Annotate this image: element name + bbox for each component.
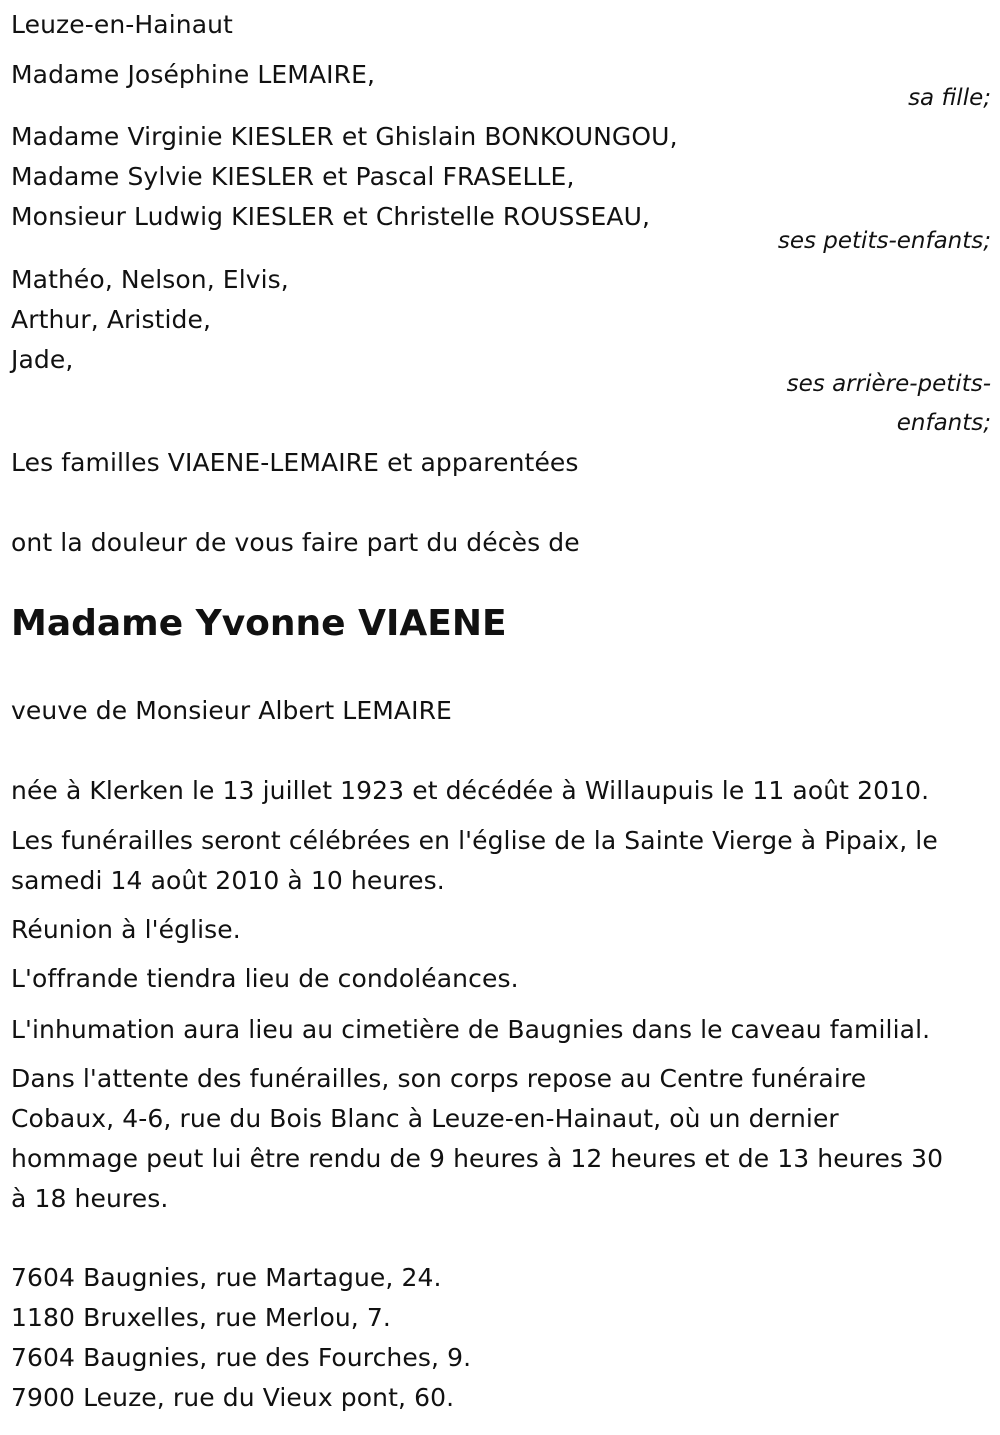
grandchildren-relation: ses petits-enfants; [777, 228, 991, 254]
great-grandchild-line: Mathéo, Nelson, Elvis, [11, 265, 289, 294]
great-grandchildren-relation-line: ses arrière-petits- [786, 371, 991, 397]
announcement-text: ont la douleur de vous faire part du décès de [11, 528, 580, 557]
grandchild-line: Madame Sylvie KIESLER et Pascal FRASELLE, [11, 162, 575, 191]
funeral-line: Les funérailles seront célébrées en l'église de la Sainte Vierge à Pipaix, le [11, 826, 938, 855]
great-grandchild-line: Jade, [11, 345, 74, 374]
address-line: 7604 Baugnies, rue des Fourches, 9. [11, 1343, 472, 1372]
families-text: Les familles VIAENE-LEMAIRE et apparentées [11, 448, 579, 477]
visitation-line: Cobaux, 4-6, rue du Bois Blanc à Leuze-en-Hainaut, où un dernier [11, 1104, 839, 1133]
birth-death-text: née à Klerken le 13 juillet 1923 et décédée à Willaupuis le 11 août 2010. [11, 776, 930, 805]
deceased-name: Madame Yvonne VIAENE [11, 603, 507, 644]
offering-text: L'offrande tiendra lieu de condoléances. [11, 964, 519, 993]
daughter-name: Madame Joséphine LEMAIRE, [11, 60, 376, 89]
great-grandchildren-relation-line: enfants; [896, 410, 991, 436]
address-line: 7604 Baugnies, rue Martague, 24. [11, 1263, 442, 1292]
burial-text: L'inhumation aura lieu au cimetière de Baugnies dans le caveau familial. [11, 1015, 931, 1044]
great-grandchild-line: Arthur, Aristide, [11, 305, 212, 334]
daughter-relation: sa fille; [908, 85, 991, 111]
widow-of-text: veuve de Monsieur Albert LEMAIRE [11, 696, 452, 725]
location-text: Leuze-en-Hainaut [11, 10, 233, 39]
visitation-line: Dans l'attente des funérailles, son corps repose au Centre funéraire [11, 1064, 867, 1093]
reunion-text: Réunion à l'église. [11, 915, 241, 944]
funeral-line: samedi 14 août 2010 à 10 heures. [11, 866, 445, 895]
grandchild-line: Madame Virginie KIESLER et Ghislain BONKOUNGOU, [11, 122, 678, 151]
visitation-line: hommage peut lui être rendu de 9 heures à 12 heures et de 13 heures 30 [11, 1144, 944, 1173]
grandchild-line: Monsieur Ludwig KIESLER et Christelle ROUSSEAU, [11, 202, 651, 231]
visitation-line: à 18 heures. [11, 1184, 169, 1213]
address-line: 7900 Leuze, rue du Vieux pont, 60. [11, 1383, 455, 1412]
address-line: 1180 Bruxelles, rue Merlou, 7. [11, 1303, 391, 1332]
